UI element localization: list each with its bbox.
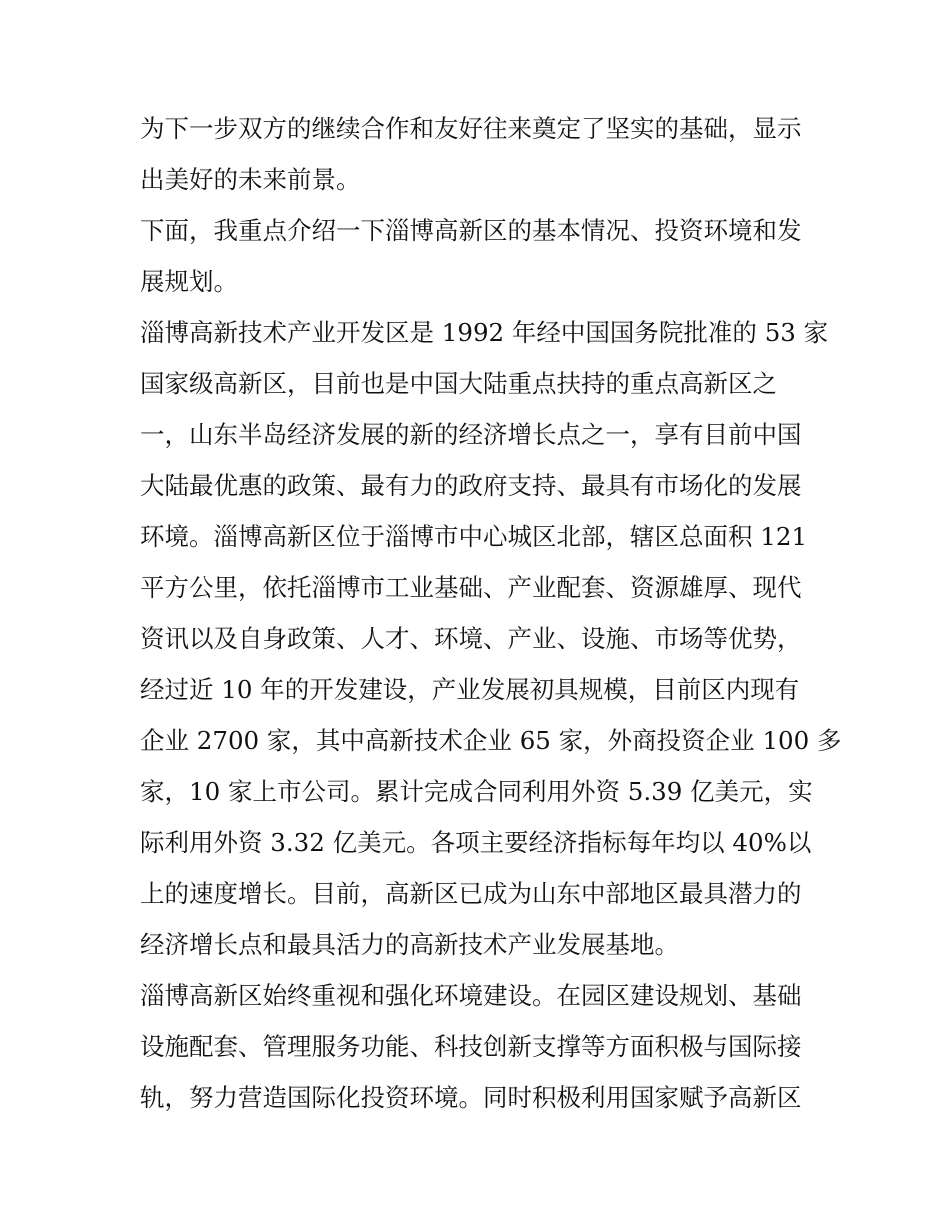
text-line: 家，10 家上市公司。累计完成合同利用外资 5.39 亿美元，实 [140, 777, 813, 806]
document-body [140, 103, 842, 1123]
text-line: 际利用外资 3.32 亿美元。各项主要经济指标每年均以 40%以 [140, 828, 812, 857]
text-line: 设施配套、管理服务功能、科技创新支撑等方面积极与国际接 [140, 1032, 802, 1061]
text-line: 出美好的未来前景。 [140, 165, 361, 194]
text-line: 下面，我重点介绍一下淄博高新区的基本情况、投资环境和发 [140, 216, 802, 245]
text-line: 国家级高新区，目前也是中国大陆重点扶持的重点高新区之 [140, 369, 777, 398]
text-line: 淄博高新区始终重视和强化环境建设。在园区建设规划、基础 [140, 981, 802, 1010]
text-line: 大陆最优惠的政策、最有力的政府支持、最具有市场化的发展 [140, 471, 802, 500]
text-line: 企业 2700 家，其中高新技术企业 65 家，外商投资企业 100 多 [140, 726, 842, 755]
text-line: 淄博高新技术产业开发区是 1992 年经中国国务院批准的 53 家 [140, 318, 829, 347]
text-line: 轨，努力营造国际化投资环境。同时积极利用国家赋予高新区 [140, 1083, 802, 1112]
text-line: 一，山东半岛经济发展的新的经济增长点之一，享有目前中国 [140, 420, 802, 449]
text-line: 上的速度增长。目前，高新区已成为山东中部地区最具潜力的 [140, 879, 802, 908]
text-line: 展规划。 [140, 267, 238, 296]
text-line: 环境。淄博高新区位于淄博市中心城区北部，辖区总面积 121 [140, 522, 808, 551]
text-line: 平方公里，依托淄博市工业基础、产业配套、资源雄厚、现代 [140, 573, 802, 602]
text-line: 经过近 10 年的开发建设，产业发展初具规模，目前区内现有 [140, 675, 800, 704]
text-line: 经济增长点和最具活力的高新技术产业发展基地。 [140, 930, 679, 959]
text-line: 资讯以及自身政策、人才、环境、产业、设施、市场等优势， [140, 624, 802, 653]
text-line: 为下一步双方的继续合作和友好往来奠定了坚实的基础，显示 [140, 114, 802, 143]
